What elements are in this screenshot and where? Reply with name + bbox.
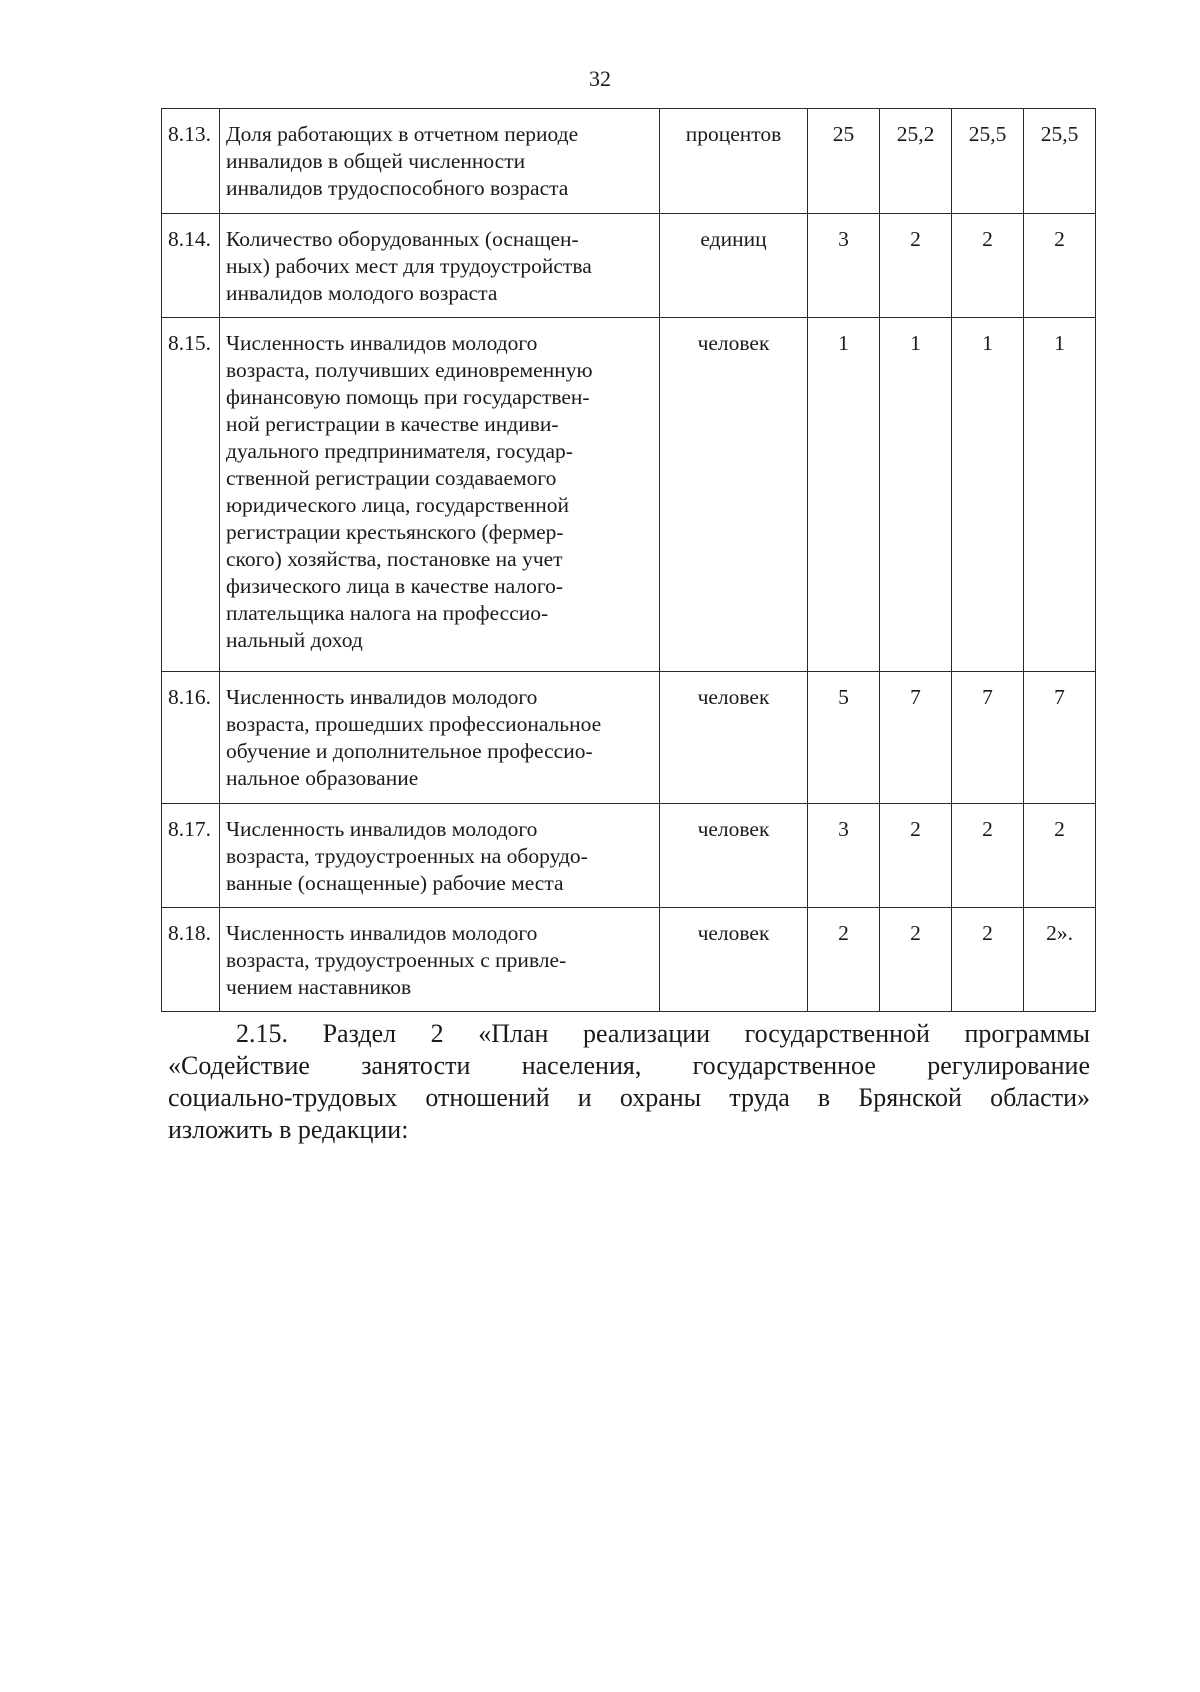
row-number: 8.13.	[162, 109, 220, 214]
paragraph-line: социально-трудовых отношений и охраны труда в Брянской области»	[168, 1083, 1090, 1112]
value-year-4: 1	[1024, 318, 1096, 672]
indicator-name-line: инвалидов молодого возраста	[226, 281, 498, 305]
row-number: 8.18.	[162, 908, 220, 1012]
indicator-name	[220, 318, 660, 672]
unit: человек	[660, 908, 808, 1012]
value-year-1: 2	[808, 908, 880, 1012]
value-year-2: 2	[880, 804, 952, 908]
table-row	[162, 109, 1096, 214]
indicator-name-line: Доля работающих в отчетном периоде	[226, 122, 579, 146]
indicator-name-line: ванные (оснащенные) рабочие места	[226, 871, 564, 895]
indicator-name-line: нальное образование	[226, 766, 419, 790]
indicator-name	[220, 109, 660, 214]
indicator-name	[220, 672, 660, 804]
value-year-2: 25,2	[880, 109, 952, 214]
indicator-name-line: инвалидов в общей численности	[226, 149, 526, 173]
value-year-3: 2	[952, 214, 1024, 318]
indicator-name-line: Численность инвалидов молодого	[226, 817, 538, 841]
value-year-3: 1	[952, 318, 1024, 672]
indicator-name-line: возраста, прошедших профессиональное	[226, 712, 602, 736]
paragraph-line: изложить в редакции:	[168, 1115, 409, 1144]
unit: процентов	[660, 109, 808, 214]
value-year-3: 2	[952, 908, 1024, 1012]
indicator-name-line: Численность инвалидов молодого	[226, 921, 538, 945]
indicator-name-line: возраста, трудоустроенных на оборудо-	[226, 844, 588, 868]
indicator-name-line: обучение и дополнительное профессио-	[226, 739, 593, 763]
value-year-2: 2	[880, 908, 952, 1012]
value-year-4: 7	[1024, 672, 1096, 804]
value-year-2: 7	[880, 672, 952, 804]
row-number: 8.15.	[162, 318, 220, 672]
indicator-name-line: физического лица в качестве налого-	[226, 574, 564, 598]
unit: единиц	[660, 214, 808, 318]
table-row	[162, 908, 1096, 1012]
value-year-2: 1	[880, 318, 952, 672]
value-year-1: 3	[808, 214, 880, 318]
value-year-1: 3	[808, 804, 880, 908]
indicator-name-line: финансовую помощь при государствен-	[226, 385, 590, 409]
table-row	[162, 318, 1096, 672]
indicator-name-line: возраста, получивших единовременную	[226, 358, 593, 382]
indicator-name-line: Численность инвалидов молодого	[226, 685, 538, 709]
indicator-name	[220, 214, 660, 318]
page-number: 32	[589, 66, 611, 91]
row-number: 8.14.	[162, 214, 220, 318]
indicator-name	[220, 908, 660, 1012]
indicator-name-line: ной регистрации в качестве индиви-	[226, 412, 559, 436]
row-number: 8.17.	[162, 804, 220, 908]
unit: человек	[660, 672, 808, 804]
indicator-name-line: ных) рабочих мест для трудоустройства	[226, 254, 592, 278]
indicator-name-line: Численность инвалидов молодого	[226, 331, 538, 355]
value-year-3: 2	[952, 804, 1024, 908]
indicator-name-line: Количество оборудованных (оснащен-	[226, 227, 579, 251]
indicator-name	[220, 804, 660, 908]
value-year-1: 5	[808, 672, 880, 804]
value-year-3: 7	[952, 672, 1024, 804]
indicators-table	[161, 108, 1096, 1012]
unit: человек	[660, 318, 808, 672]
value-year-4: 2».	[1024, 908, 1096, 1012]
indicator-name-line: чением наставников	[226, 975, 412, 999]
value-year-1: 1	[808, 318, 880, 672]
value-year-2: 2	[880, 214, 952, 318]
row-number: 8.16.	[162, 672, 220, 804]
paragraph-line: 2.15. Раздел 2 «План реализации государственной программы	[236, 1019, 1090, 1048]
indicator-name-line: плательщика налога на профессио-	[226, 601, 549, 625]
indicator-name-line: регистрации крестьянского (фермер-	[226, 520, 564, 544]
value-year-4: 2	[1024, 214, 1096, 318]
indicator-name-line: дуального предпринимателя, государ-	[226, 439, 573, 463]
indicator-name-line: нальный доход	[226, 628, 363, 652]
unit: человек	[660, 804, 808, 908]
table-row	[162, 804, 1096, 908]
indicator-name-line: возраста, трудоустроенных с привле-	[226, 948, 567, 972]
indicator-name-line: юридического лица, государственной	[226, 493, 569, 517]
amendment-paragraph	[168, 1018, 1090, 1146]
value-year-3: 25,5	[952, 109, 1024, 214]
paragraph-line: «Содействие занятости населения, государственное регулирование	[168, 1051, 1090, 1080]
value-year-4: 25,5	[1024, 109, 1096, 214]
indicator-name-line: ского) хозяйства, постановке на учет	[226, 547, 563, 571]
value-year-4: 2	[1024, 804, 1096, 908]
indicator-name-line: инвалидов трудоспособного возраста	[226, 176, 569, 200]
table-row	[162, 214, 1096, 318]
indicator-name-line: ственной регистрации создаваемого	[226, 466, 557, 490]
table-row	[162, 672, 1096, 804]
value-year-1: 25	[808, 109, 880, 214]
